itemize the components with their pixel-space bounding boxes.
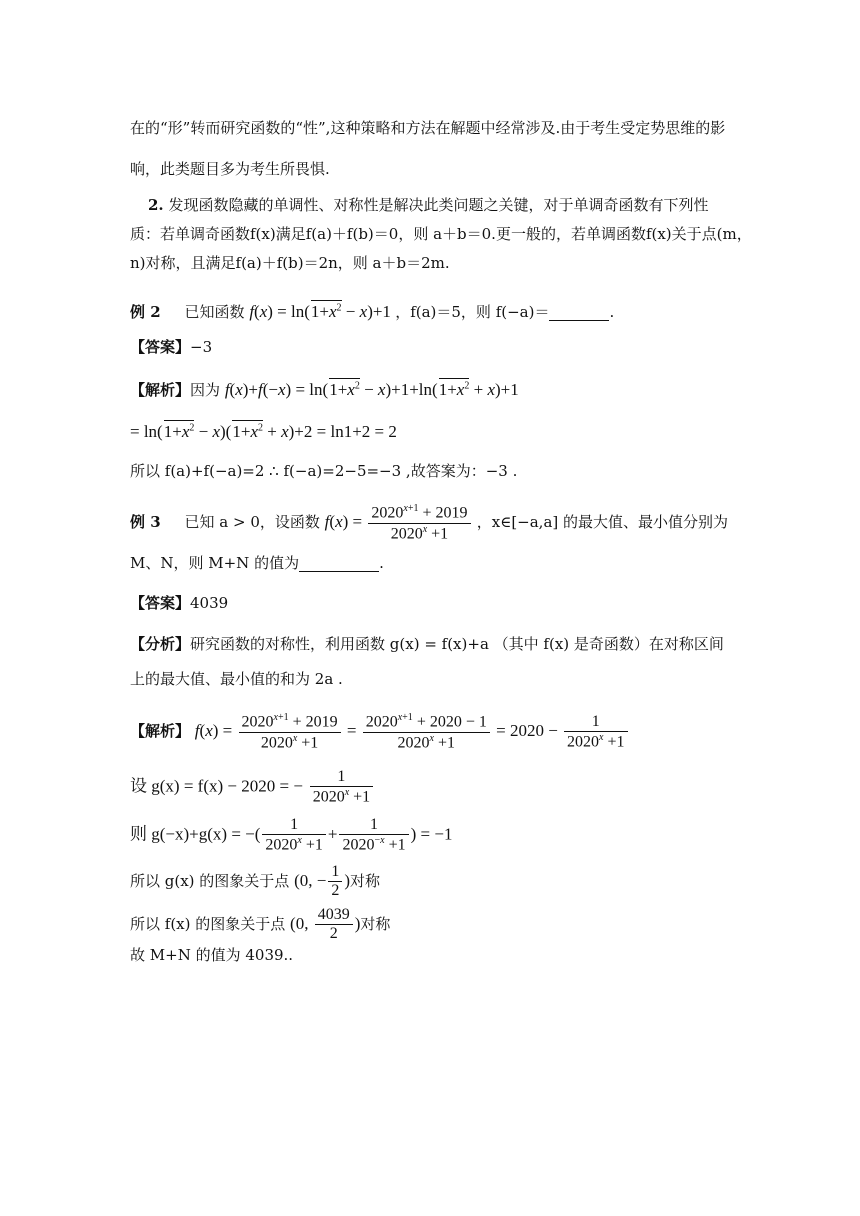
example-3-answer [130, 596, 228, 611]
answer-label: 【答案】 [130, 338, 191, 356]
step-4-tail: 对称 [360, 914, 391, 933]
point-2-line-2: 质：若单调奇函数f(x)满足f(a)＋f(b)＝0，则 a＋b＝0.更一般的，若单调函数f(x)关于点(m， [130, 225, 752, 243]
example-3-solution-line-5 [130, 906, 390, 944]
step-1-fraction: $\frac{1}{2020^x +1}$ [310, 768, 373, 807]
example-3-final: 故 M+N 的值为 4039.. [130, 946, 294, 964]
example-3-analysis-line-2: 上的最大值、最小值的和为 2a . [130, 670, 343, 688]
example-2-formula: $f(x) = \ln(1+x^2 - x)+1$ [249, 302, 396, 321]
example-3-question-tail: M、N，则 M+N 的值为 [130, 554, 300, 572]
example-3-solution-line-3: 则 g(−x)+g(x) = −( $\frac{1}{2020^x +1}$ + $\frac{1}{2020^{-x} +1}$ ) = −1 [130, 816, 453, 854]
answer-blank [299, 556, 379, 572]
example-3-label: 例 3 [130, 513, 161, 532]
solution-label: 【解析】 [130, 722, 191, 741]
example-3-text: 已知 a > 0，设函数 [184, 513, 320, 532]
example-2-solution-line-3: 所以 f(a)+f(−a)=2 ∴ f(−a)=2−5=−3 ,故答案为：−3 . [130, 462, 518, 480]
point-2-text: 发现函数隐藏的单调性、对称性是解决此类问题之关键，对于单调奇函数有下列性 [168, 196, 709, 214]
example-3-formula: f(x) = $\frac{2020^{x+1} + 2019}{2020^x +1}$ [325, 512, 477, 531]
analysis-label: 【分析】 [130, 635, 191, 653]
analysis-text: 研究函数的对称性，利用函数 g(x) = f(x)+a （其中 f(x) 是奇函数）在对称区间 [190, 635, 724, 653]
example-3-question [130, 503, 728, 543]
example-2-condition: ，f(a)＝5，则 f(−a)＝ [395, 303, 550, 321]
answer-value: 4039 [190, 594, 229, 612]
point-2-line-1 [148, 198, 708, 213]
solution-label: 【解析】 [130, 381, 191, 399]
solution-formula-2: = $\ln(1+x^2 - x)(1+x^2 + x)$ [130, 422, 295, 441]
step-2-fraction-2: $\frac{1}{2020^{-x} +1}$ [339, 816, 408, 855]
point-number: 2. [148, 196, 164, 214]
example-3-solution-line-2 [130, 768, 375, 807]
solution-formula-1: f(x) = $\frac{2020^{x+1} + 2019}{2020^x +1}$ = $\frac{2020^{x+1} + 2020 - 1}{2020^x +1}$ = 2020 − $\frac{1}{2020^x +1}$ [195, 721, 630, 740]
example-3-solution-line-1 [130, 712, 630, 752]
example-2-solution-line-2 [130, 420, 397, 440]
example-3-question-line-2: M、N，则 M+N 的值为 . [130, 554, 384, 572]
example-2-label: 例 2 [130, 303, 161, 321]
step-4-point: (0, $\frac{4039}{2}$ ) [290, 906, 361, 943]
solution-formula-1: $f(x)+f(-x) = \ln(1+x^2 - x)+1+\ln(1+x^2 + x)+1$ [224, 380, 519, 399]
example-2-solution-line-1 [130, 378, 519, 398]
answer-value: −3 [190, 338, 213, 356]
example-3-solution-line-4 [130, 863, 380, 901]
step-3-point: (0, − $\frac{1}{2}$ ) [294, 863, 351, 900]
step-2-text: 则 g(−x)+g(x) = −( [130, 824, 261, 844]
example-2-answer [130, 340, 212, 355]
solution-formula-2-tail: +2 = ln1+2 = 2 [294, 422, 397, 441]
point-2-line-3: n)对称，且满足f(a)＋f(b)＝2n，则 a＋b＝2m. [130, 254, 450, 272]
intro-line-2: 响，此类题目多为考生所畏惧. [130, 160, 330, 178]
step-4-text: 所以 f(x) 的图象关于点 [130, 914, 286, 933]
solution-prefix: 因为 [190, 381, 221, 399]
answer-label: 【答案】 [130, 594, 191, 612]
step-3-text: 所以 g(x) 的图象关于点 [130, 871, 290, 890]
answer-blank [549, 305, 609, 321]
intro-line-1: 在的“形”转而研究函数的“性”,这种策略和方法在解题中经常涉及.由于考生受定势思维的影 [130, 119, 726, 137]
step-3-tail: 对称 [350, 871, 381, 890]
step-1-text: 设 g(x) = f(x) − 2020 = − [130, 776, 303, 796]
example-2-text: 已知函数 [184, 303, 245, 321]
example-2-question: 例 2 已知函数 $f(x) = \ln(1+x^2 - x)+1$ ，f(a)＝5，则 f(−a)＝ . [130, 302, 615, 321]
example-3-analysis-line-1 [130, 637, 724, 652]
example-3-condition: ，x∈[−a,a] 的最大值、最小值分别为 [476, 513, 729, 532]
step-2-fraction-1: $\frac{1}{2020^x +1}$ [262, 816, 325, 855]
